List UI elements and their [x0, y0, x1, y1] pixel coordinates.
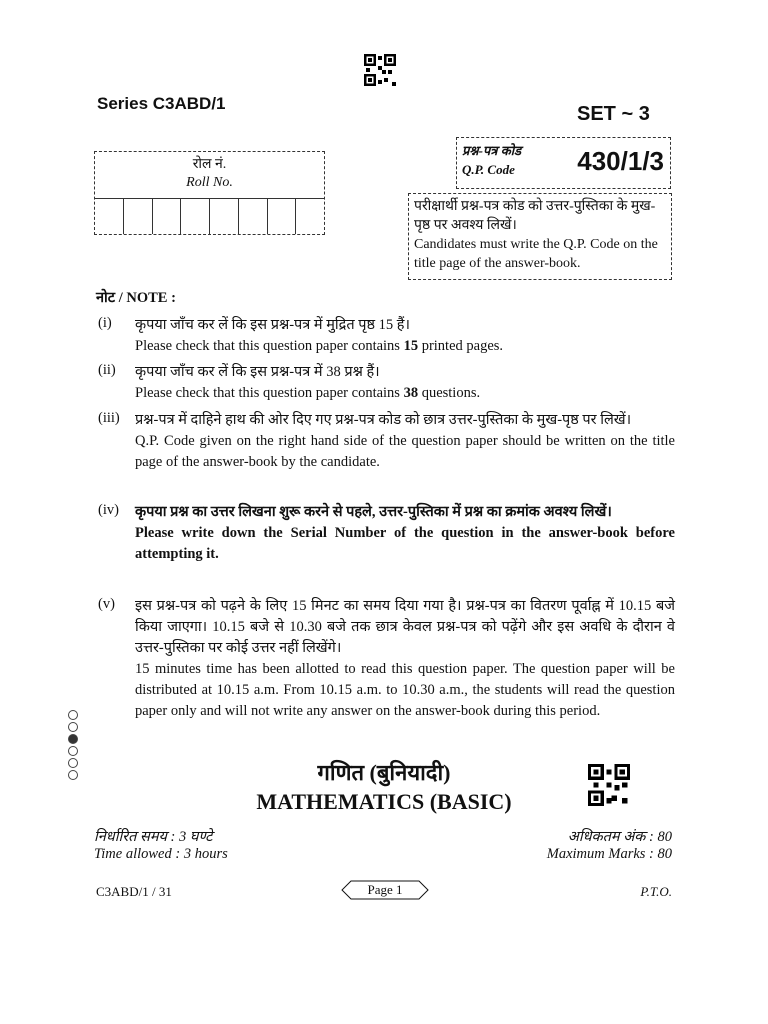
subject-title-english: MATHEMATICS (BASIC) [256, 789, 512, 814]
page-number-tag [341, 880, 429, 900]
footer-paper-code: C3ABD/1 / 31 [96, 884, 172, 899]
roll-cell[interactable] [153, 199, 182, 234]
note-item-english: Q.P. Code given on the right hand side of the question paper should be written on the title page of the answer-book by the candidate. [135, 433, 675, 470]
note-item-number: (ii) [98, 362, 116, 378]
roll-number-box [94, 151, 325, 235]
note-item-hindi: प्रश्न-पत्र में दाहिने हाथ की ओर दिए गए प्रश्न-पत्र कोड को छात्र उत्तर-पुस्तिका के मुख-पृष्ठ पर लिखें। [135, 412, 632, 428]
note-item-hindi: कृपया जाँच कर लें कि इस प्रश्न-पत्र में 38 प्रश्न हैं। [135, 364, 380, 380]
roll-cell[interactable] [124, 199, 153, 234]
note-item-number: (iii) [98, 410, 120, 426]
roll-number-cells[interactable] [95, 198, 324, 234]
maximum-marks-english: Maximum Marks : 80 [546, 846, 672, 862]
roll-cell[interactable] [210, 199, 239, 234]
note-item-english: Please write down the Serial Number of the question in the answer-book before attempting it. [135, 525, 675, 562]
note-item-number: (i) [98, 315, 112, 331]
roll-cell[interactable] [296, 199, 324, 234]
roll-cell[interactable] [181, 199, 210, 234]
page-number-label: Page 1 [367, 882, 403, 897]
roll-cell[interactable] [239, 199, 268, 234]
note-item-hindi: कृपया जाँच कर लें कि इस प्रश्न-पत्र में मुद्रित पृष्ठ 15 हैं। [135, 317, 410, 333]
note-item-3 [135, 410, 675, 473]
roll-label-english: Roll No. [186, 175, 233, 190]
note-item-english: 15 minutes time has been allotted to read this question paper. The question paper will be distributed at 10.15 a.m. From 10.15 a.m. to 10.30 a.m., the students will read the question paper only and will not write any answer on the answer-book during this period. [135, 661, 675, 719]
note-item-english: Please check that this question paper contains 38 questions. [135, 385, 481, 401]
time-allowed-hindi: निर्धारित समय : 3 घण्टे [94, 829, 213, 845]
subject-title-hindi: गणित (बुनियादी) [317, 760, 451, 785]
maximum-marks-hindi: अधिकतम अंक : 80 [567, 829, 672, 845]
qp-code-value: 430/1/3 [577, 146, 664, 176]
note-item-number: (v) [98, 596, 115, 612]
pto-label: P.T.O. [640, 884, 672, 899]
note-item-2 [135, 362, 675, 404]
qp-label-hindi: प्रश्न-पत्र कोड [462, 143, 522, 158]
instruction-hindi: परीक्षार्थी प्रश्न-पत्र कोड को उत्तर-पुस्तिका के मुख-पृष्ठ पर अवश्य लिखें। [414, 199, 656, 233]
qr-code-top [364, 54, 396, 86]
qp-label-english: Q.P. Code [462, 162, 515, 177]
note-item-english: Please check that this question paper contains 15 printed pages. [135, 338, 504, 354]
set-label: SET ~ 3 [577, 103, 650, 125]
note-item-hindi: इस प्रश्न-पत्र को पढ़ने के लिए 15 मिनट का समय दिया गया है। प्रश्न-पत्र का वितरण पूर्वाह्न में 10.15 बजे किया जाएगा। 10.15 बजे से 10.30 बजे तक छात्र केवल प्रश्न-पत्र को पढ़ेंगे और इस अवधि के दौरान वे उत्तर-पुस्तिका पर कोई उत्तर नहीं लिखेंगे। [135, 598, 675, 656]
roll-cell[interactable] [268, 199, 297, 234]
time-allowed-english: Time allowed : 3 hours [94, 846, 228, 862]
instruction-english: Candidates must write the Q.P. Code on the title page of the answer-book. [414, 237, 658, 271]
note-heading: नोट / NOTE : [96, 290, 176, 306]
note-item-number: (iv) [98, 502, 119, 518]
roll-cell[interactable] [95, 199, 124, 234]
note-item-4 [135, 502, 675, 565]
qp-code-box [456, 137, 671, 189]
qp-code-instruction-box [408, 193, 672, 280]
note-item-hindi: कृपया प्रश्न का उत्तर लिखना शुरू करने से पहले, उत्तर-पुस्तिका में प्रश्न का क्रमांक अवश्य लिखें। [135, 504, 612, 520]
note-item-1 [135, 315, 675, 357]
qr-code-subject [588, 764, 630, 806]
series-label: Series C3ABD/1 [97, 94, 226, 113]
roll-label-hindi: रोल नं. [192, 157, 227, 172]
note-item-5 [135, 596, 675, 722]
